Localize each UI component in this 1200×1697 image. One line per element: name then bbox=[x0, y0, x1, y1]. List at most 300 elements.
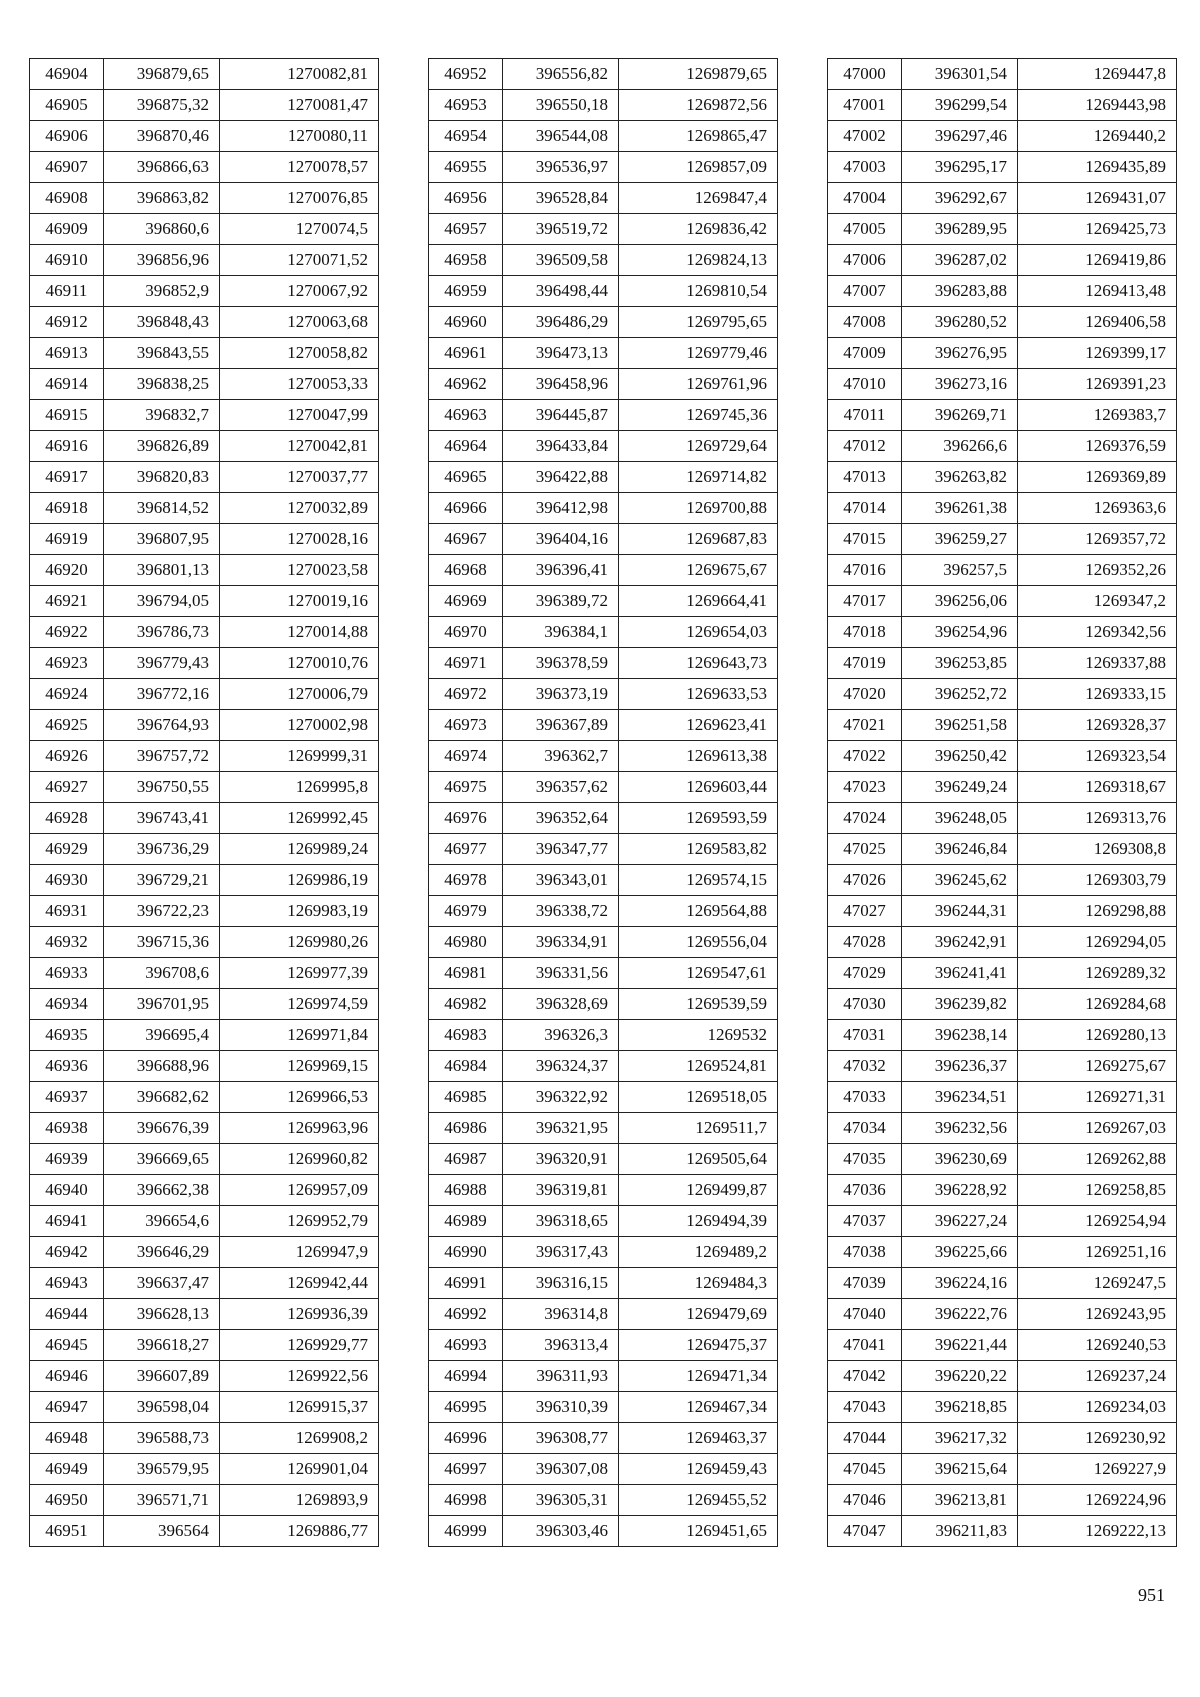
x-coordinate-cell: 396297,46 bbox=[902, 121, 1018, 152]
point-id-cell: 46971 bbox=[429, 648, 503, 679]
x-coordinate-cell: 396498,44 bbox=[503, 276, 619, 307]
point-id-cell: 46958 bbox=[429, 245, 503, 276]
y-coordinate-cell: 1269664,41 bbox=[619, 586, 778, 617]
y-coordinate-cell: 1269687,83 bbox=[619, 524, 778, 555]
x-coordinate-cell: 396283,88 bbox=[902, 276, 1018, 307]
table-row bbox=[30, 648, 379, 679]
point-id-cell: 47009 bbox=[828, 338, 902, 369]
y-coordinate-cell: 1269308,8 bbox=[1018, 834, 1177, 865]
point-id-cell: 46954 bbox=[429, 121, 503, 152]
point-id-cell: 47044 bbox=[828, 1423, 902, 1454]
table-row bbox=[30, 307, 379, 338]
coordinate-table-1 bbox=[29, 58, 379, 1547]
x-coordinate-cell: 396832,7 bbox=[104, 400, 220, 431]
x-coordinate-cell: 396280,52 bbox=[902, 307, 1018, 338]
y-coordinate-cell: 1270006,79 bbox=[220, 679, 379, 710]
point-id-cell: 47001 bbox=[828, 90, 902, 121]
table-row bbox=[30, 338, 379, 369]
y-coordinate-cell: 1270053,33 bbox=[220, 369, 379, 400]
y-coordinate-cell: 1270071,52 bbox=[220, 245, 379, 276]
point-id-cell: 46977 bbox=[429, 834, 503, 865]
x-coordinate-cell: 396682,62 bbox=[104, 1082, 220, 1113]
table-row bbox=[828, 927, 1177, 958]
x-coordinate-cell: 396848,43 bbox=[104, 307, 220, 338]
y-coordinate-cell: 1269313,76 bbox=[1018, 803, 1177, 834]
table-row bbox=[429, 493, 778, 524]
point-id-cell: 46921 bbox=[30, 586, 104, 617]
table-row bbox=[828, 617, 1177, 648]
x-coordinate-cell: 396311,93 bbox=[503, 1361, 619, 1392]
y-coordinate-cell: 1269879,65 bbox=[619, 59, 778, 90]
point-id-cell: 46931 bbox=[30, 896, 104, 927]
point-id-cell: 47020 bbox=[828, 679, 902, 710]
x-coordinate-cell: 396378,59 bbox=[503, 648, 619, 679]
point-id-cell: 47039 bbox=[828, 1268, 902, 1299]
y-coordinate-cell: 1269847,4 bbox=[619, 183, 778, 214]
x-coordinate-cell: 396794,05 bbox=[104, 586, 220, 617]
point-id-cell: 47031 bbox=[828, 1020, 902, 1051]
x-coordinate-cell: 396736,29 bbox=[104, 834, 220, 865]
point-id-cell: 47026 bbox=[828, 865, 902, 896]
x-coordinate-cell: 396266,6 bbox=[902, 431, 1018, 462]
y-coordinate-cell: 1269675,67 bbox=[619, 555, 778, 586]
table-row bbox=[30, 1175, 379, 1206]
y-coordinate-cell: 1269237,24 bbox=[1018, 1361, 1177, 1392]
table-row bbox=[429, 1082, 778, 1113]
point-id-cell: 46972 bbox=[429, 679, 503, 710]
table-row bbox=[30, 617, 379, 648]
y-coordinate-cell: 1269298,88 bbox=[1018, 896, 1177, 927]
x-coordinate-cell: 396242,91 bbox=[902, 927, 1018, 958]
table-row bbox=[429, 989, 778, 1020]
y-coordinate-cell: 1269872,56 bbox=[619, 90, 778, 121]
x-coordinate-cell: 396807,95 bbox=[104, 524, 220, 555]
table-row bbox=[828, 989, 1177, 1020]
point-id-cell: 46922 bbox=[30, 617, 104, 648]
point-id-cell: 46914 bbox=[30, 369, 104, 400]
x-coordinate-cell: 396318,65 bbox=[503, 1206, 619, 1237]
x-coordinate-cell: 396357,62 bbox=[503, 772, 619, 803]
y-coordinate-cell: 1269966,53 bbox=[220, 1082, 379, 1113]
x-coordinate-cell: 396750,55 bbox=[104, 772, 220, 803]
y-coordinate-cell: 1269574,15 bbox=[619, 865, 778, 896]
y-coordinate-cell: 1269824,13 bbox=[619, 245, 778, 276]
point-id-cell: 46930 bbox=[30, 865, 104, 896]
point-id-cell: 46936 bbox=[30, 1051, 104, 1082]
x-coordinate-cell: 396338,72 bbox=[503, 896, 619, 927]
x-coordinate-cell: 396856,96 bbox=[104, 245, 220, 276]
table-row bbox=[429, 741, 778, 772]
point-id-cell: 47006 bbox=[828, 245, 902, 276]
point-id-cell: 46935 bbox=[30, 1020, 104, 1051]
y-coordinate-cell: 1269729,64 bbox=[619, 431, 778, 462]
y-coordinate-cell: 1269234,03 bbox=[1018, 1392, 1177, 1423]
y-coordinate-cell: 1269518,05 bbox=[619, 1082, 778, 1113]
table-row bbox=[30, 927, 379, 958]
point-id-cell: 46961 bbox=[429, 338, 503, 369]
x-coordinate-cell: 396571,71 bbox=[104, 1485, 220, 1516]
point-id-cell: 46937 bbox=[30, 1082, 104, 1113]
table-row bbox=[30, 1516, 379, 1547]
point-id-cell: 47018 bbox=[828, 617, 902, 648]
y-coordinate-cell: 1269363,6 bbox=[1018, 493, 1177, 524]
y-coordinate-cell: 1270019,16 bbox=[220, 586, 379, 617]
y-coordinate-cell: 1269376,59 bbox=[1018, 431, 1177, 462]
y-coordinate-cell: 1269440,2 bbox=[1018, 121, 1177, 152]
y-coordinate-cell: 1269455,52 bbox=[619, 1485, 778, 1516]
y-coordinate-cell: 1269494,39 bbox=[619, 1206, 778, 1237]
x-coordinate-cell: 396251,58 bbox=[902, 710, 1018, 741]
y-coordinate-cell: 1269633,53 bbox=[619, 679, 778, 710]
x-coordinate-cell: 396556,82 bbox=[503, 59, 619, 90]
x-coordinate-cell: 396215,64 bbox=[902, 1454, 1018, 1485]
point-id-cell: 46932 bbox=[30, 927, 104, 958]
table-row bbox=[429, 710, 778, 741]
table-row bbox=[30, 586, 379, 617]
y-coordinate-cell: 1269810,54 bbox=[619, 276, 778, 307]
x-coordinate-cell: 396838,25 bbox=[104, 369, 220, 400]
table-row bbox=[828, 1516, 1177, 1547]
y-coordinate-cell: 1269915,37 bbox=[220, 1392, 379, 1423]
point-id-cell: 47028 bbox=[828, 927, 902, 958]
x-coordinate-cell: 396607,89 bbox=[104, 1361, 220, 1392]
y-coordinate-cell: 1269983,19 bbox=[220, 896, 379, 927]
point-id-cell: 46976 bbox=[429, 803, 503, 834]
y-coordinate-cell: 1269251,16 bbox=[1018, 1237, 1177, 1268]
y-coordinate-cell: 1269342,56 bbox=[1018, 617, 1177, 648]
x-coordinate-cell: 396292,67 bbox=[902, 183, 1018, 214]
x-coordinate-cell: 396779,43 bbox=[104, 648, 220, 679]
table-row bbox=[429, 90, 778, 121]
table-row bbox=[30, 989, 379, 1020]
y-coordinate-cell: 1269957,09 bbox=[220, 1175, 379, 1206]
table-row bbox=[30, 1392, 379, 1423]
y-coordinate-cell: 1270042,81 bbox=[220, 431, 379, 462]
table-row bbox=[30, 245, 379, 276]
x-coordinate-cell: 396253,85 bbox=[902, 648, 1018, 679]
x-coordinate-cell: 396224,16 bbox=[902, 1268, 1018, 1299]
point-id-cell: 46920 bbox=[30, 555, 104, 586]
point-id-cell: 46951 bbox=[30, 1516, 104, 1547]
y-coordinate-cell: 1269977,39 bbox=[220, 958, 379, 989]
point-id-cell: 46988 bbox=[429, 1175, 503, 1206]
x-coordinate-cell: 396519,72 bbox=[503, 214, 619, 245]
table-row bbox=[828, 586, 1177, 617]
point-id-cell: 47024 bbox=[828, 803, 902, 834]
point-id-cell: 47022 bbox=[828, 741, 902, 772]
table-row bbox=[828, 1330, 1177, 1361]
x-coordinate-cell: 396236,37 bbox=[902, 1051, 1018, 1082]
y-coordinate-cell: 1269499,87 bbox=[619, 1175, 778, 1206]
table-row bbox=[30, 59, 379, 90]
x-coordinate-cell: 396701,95 bbox=[104, 989, 220, 1020]
x-coordinate-cell: 396729,21 bbox=[104, 865, 220, 896]
x-coordinate-cell: 396238,14 bbox=[902, 1020, 1018, 1051]
y-coordinate-cell: 1269347,2 bbox=[1018, 586, 1177, 617]
table-row bbox=[429, 586, 778, 617]
point-id-cell: 46993 bbox=[429, 1330, 503, 1361]
x-coordinate-cell: 396879,65 bbox=[104, 59, 220, 90]
table-row bbox=[828, 896, 1177, 927]
table-row bbox=[828, 958, 1177, 989]
table-row bbox=[429, 59, 778, 90]
coordinate-table-3 bbox=[827, 58, 1177, 1547]
table-row bbox=[429, 524, 778, 555]
point-id-cell: 46929 bbox=[30, 834, 104, 865]
y-coordinate-cell: 1269337,88 bbox=[1018, 648, 1177, 679]
table-row bbox=[429, 1392, 778, 1423]
point-id-cell: 46927 bbox=[30, 772, 104, 803]
table-row bbox=[429, 1175, 778, 1206]
y-coordinate-cell: 1269539,59 bbox=[619, 989, 778, 1020]
table-row bbox=[30, 121, 379, 152]
y-coordinate-cell: 1269391,23 bbox=[1018, 369, 1177, 400]
table-row bbox=[828, 741, 1177, 772]
table-row bbox=[828, 1299, 1177, 1330]
x-coordinate-cell: 396757,72 bbox=[104, 741, 220, 772]
table-row bbox=[30, 741, 379, 772]
x-coordinate-cell: 396307,08 bbox=[503, 1454, 619, 1485]
point-id-cell: 47042 bbox=[828, 1361, 902, 1392]
point-id-cell: 47008 bbox=[828, 307, 902, 338]
table-row bbox=[429, 307, 778, 338]
x-coordinate-cell: 396227,24 bbox=[902, 1206, 1018, 1237]
table-row bbox=[828, 214, 1177, 245]
point-id-cell: 47021 bbox=[828, 710, 902, 741]
point-id-cell: 46968 bbox=[429, 555, 503, 586]
point-id-cell: 47014 bbox=[828, 493, 902, 524]
table-row bbox=[30, 1299, 379, 1330]
y-coordinate-cell: 1269399,17 bbox=[1018, 338, 1177, 369]
table-row bbox=[30, 1268, 379, 1299]
x-coordinate-cell: 396259,27 bbox=[902, 524, 1018, 555]
x-coordinate-cell: 396310,39 bbox=[503, 1392, 619, 1423]
x-coordinate-cell: 396579,95 bbox=[104, 1454, 220, 1485]
y-coordinate-cell: 1269623,41 bbox=[619, 710, 778, 741]
x-coordinate-cell: 396289,95 bbox=[902, 214, 1018, 245]
table-row bbox=[30, 1144, 379, 1175]
y-coordinate-cell: 1269532 bbox=[619, 1020, 778, 1051]
y-coordinate-cell: 1270081,47 bbox=[220, 90, 379, 121]
table-row bbox=[828, 524, 1177, 555]
table-row bbox=[30, 431, 379, 462]
point-id-cell: 46923 bbox=[30, 648, 104, 679]
y-coordinate-cell: 1269992,45 bbox=[220, 803, 379, 834]
point-id-cell: 46980 bbox=[429, 927, 503, 958]
table-row bbox=[30, 896, 379, 927]
table-row bbox=[828, 1268, 1177, 1299]
y-coordinate-cell: 1269271,31 bbox=[1018, 1082, 1177, 1113]
table-row bbox=[828, 276, 1177, 307]
x-coordinate-cell: 396263,82 bbox=[902, 462, 1018, 493]
y-coordinate-cell: 1270078,57 bbox=[220, 152, 379, 183]
point-id-cell: 47043 bbox=[828, 1392, 902, 1423]
table-row bbox=[429, 865, 778, 896]
point-id-cell: 47010 bbox=[828, 369, 902, 400]
x-coordinate-cell: 396536,97 bbox=[503, 152, 619, 183]
table-row bbox=[828, 400, 1177, 431]
point-id-cell: 46991 bbox=[429, 1268, 503, 1299]
y-coordinate-cell: 1269969,15 bbox=[220, 1051, 379, 1082]
point-id-cell: 47047 bbox=[828, 1516, 902, 1547]
point-id-cell: 46975 bbox=[429, 772, 503, 803]
y-coordinate-cell: 1269475,37 bbox=[619, 1330, 778, 1361]
x-coordinate-cell: 396225,66 bbox=[902, 1237, 1018, 1268]
point-id-cell: 46934 bbox=[30, 989, 104, 1020]
point-id-cell: 46919 bbox=[30, 524, 104, 555]
table-row bbox=[429, 1454, 778, 1485]
x-coordinate-cell: 396860,6 bbox=[104, 214, 220, 245]
table-row bbox=[828, 555, 1177, 586]
point-id-cell: 46908 bbox=[30, 183, 104, 214]
table-row bbox=[429, 1144, 778, 1175]
y-coordinate-cell: 1269952,79 bbox=[220, 1206, 379, 1237]
point-id-cell: 47040 bbox=[828, 1299, 902, 1330]
coordinate-table-2 bbox=[428, 58, 778, 1547]
y-coordinate-cell: 1269227,9 bbox=[1018, 1454, 1177, 1485]
y-coordinate-cell: 1269836,42 bbox=[619, 214, 778, 245]
x-coordinate-cell: 396313,4 bbox=[503, 1330, 619, 1361]
point-id-cell: 46957 bbox=[429, 214, 503, 245]
y-coordinate-cell: 1269294,05 bbox=[1018, 927, 1177, 958]
point-id-cell: 46924 bbox=[30, 679, 104, 710]
x-coordinate-cell: 396544,08 bbox=[503, 121, 619, 152]
y-coordinate-cell: 1269463,37 bbox=[619, 1423, 778, 1454]
x-coordinate-cell: 396276,95 bbox=[902, 338, 1018, 369]
y-coordinate-cell: 1269254,94 bbox=[1018, 1206, 1177, 1237]
y-coordinate-cell: 1269779,46 bbox=[619, 338, 778, 369]
point-id-cell: 47019 bbox=[828, 648, 902, 679]
x-coordinate-cell: 396301,54 bbox=[902, 59, 1018, 90]
point-id-cell: 47036 bbox=[828, 1175, 902, 1206]
point-id-cell: 47012 bbox=[828, 431, 902, 462]
y-coordinate-cell: 1269289,32 bbox=[1018, 958, 1177, 989]
x-coordinate-cell: 396870,46 bbox=[104, 121, 220, 152]
point-id-cell: 46946 bbox=[30, 1361, 104, 1392]
x-coordinate-cell: 396257,5 bbox=[902, 555, 1018, 586]
point-id-cell: 46965 bbox=[429, 462, 503, 493]
table-row bbox=[828, 865, 1177, 896]
y-coordinate-cell: 1269999,31 bbox=[220, 741, 379, 772]
y-coordinate-cell: 1269865,47 bbox=[619, 121, 778, 152]
y-coordinate-cell: 1269323,54 bbox=[1018, 741, 1177, 772]
y-coordinate-cell: 1269886,77 bbox=[220, 1516, 379, 1547]
x-coordinate-cell: 396486,29 bbox=[503, 307, 619, 338]
x-coordinate-cell: 396669,65 bbox=[104, 1144, 220, 1175]
table-row bbox=[828, 90, 1177, 121]
point-id-cell: 46907 bbox=[30, 152, 104, 183]
x-coordinate-cell: 396509,58 bbox=[503, 245, 619, 276]
table-row bbox=[30, 679, 379, 710]
x-coordinate-cell: 396743,41 bbox=[104, 803, 220, 834]
point-id-cell: 47005 bbox=[828, 214, 902, 245]
point-id-cell: 46998 bbox=[429, 1485, 503, 1516]
y-coordinate-cell: 1269357,72 bbox=[1018, 524, 1177, 555]
y-coordinate-cell: 1269471,34 bbox=[619, 1361, 778, 1392]
y-coordinate-cell: 1269654,03 bbox=[619, 617, 778, 648]
table-row bbox=[30, 152, 379, 183]
x-coordinate-cell: 396213,81 bbox=[902, 1485, 1018, 1516]
x-coordinate-cell: 396384,1 bbox=[503, 617, 619, 648]
y-coordinate-cell: 1269505,64 bbox=[619, 1144, 778, 1175]
y-coordinate-cell: 1269593,59 bbox=[619, 803, 778, 834]
table-row bbox=[828, 338, 1177, 369]
y-coordinate-cell: 1269318,67 bbox=[1018, 772, 1177, 803]
x-coordinate-cell: 396637,47 bbox=[104, 1268, 220, 1299]
table-row bbox=[828, 307, 1177, 338]
table-row bbox=[30, 1330, 379, 1361]
table-row bbox=[828, 1423, 1177, 1454]
point-id-cell: 46953 bbox=[429, 90, 503, 121]
table-row bbox=[429, 1423, 778, 1454]
y-coordinate-cell: 1270028,16 bbox=[220, 524, 379, 555]
y-coordinate-cell: 1269922,56 bbox=[220, 1361, 379, 1392]
point-id-cell: 46973 bbox=[429, 710, 503, 741]
x-coordinate-cell: 396646,29 bbox=[104, 1237, 220, 1268]
point-id-cell: 46981 bbox=[429, 958, 503, 989]
point-id-cell: 46964 bbox=[429, 431, 503, 462]
point-id-cell: 46992 bbox=[429, 1299, 503, 1330]
point-id-cell: 46944 bbox=[30, 1299, 104, 1330]
table-row bbox=[828, 710, 1177, 741]
table-row bbox=[30, 1206, 379, 1237]
table-row bbox=[429, 772, 778, 803]
point-id-cell: 46955 bbox=[429, 152, 503, 183]
x-coordinate-cell: 396295,17 bbox=[902, 152, 1018, 183]
table-row bbox=[429, 1020, 778, 1051]
table-row bbox=[429, 1113, 778, 1144]
point-id-cell: 46933 bbox=[30, 958, 104, 989]
y-coordinate-cell: 1269995,8 bbox=[220, 772, 379, 803]
y-coordinate-cell: 1269406,58 bbox=[1018, 307, 1177, 338]
y-coordinate-cell: 1270010,76 bbox=[220, 648, 379, 679]
y-coordinate-cell: 1269989,24 bbox=[220, 834, 379, 865]
y-coordinate-cell: 1269795,65 bbox=[619, 307, 778, 338]
point-id-cell: 46990 bbox=[429, 1237, 503, 1268]
point-id-cell: 46999 bbox=[429, 1516, 503, 1547]
point-id-cell: 46987 bbox=[429, 1144, 503, 1175]
y-coordinate-cell: 1270002,98 bbox=[220, 710, 379, 741]
x-coordinate-cell: 396334,91 bbox=[503, 927, 619, 958]
x-coordinate-cell: 396598,04 bbox=[104, 1392, 220, 1423]
table-row bbox=[828, 369, 1177, 400]
y-coordinate-cell: 1269613,38 bbox=[619, 741, 778, 772]
point-id-cell: 47029 bbox=[828, 958, 902, 989]
x-coordinate-cell: 396218,85 bbox=[902, 1392, 1018, 1423]
point-id-cell: 46943 bbox=[30, 1268, 104, 1299]
point-id-cell: 46913 bbox=[30, 338, 104, 369]
y-coordinate-cell: 1269459,43 bbox=[619, 1454, 778, 1485]
y-coordinate-cell: 1269275,67 bbox=[1018, 1051, 1177, 1082]
table-row bbox=[429, 400, 778, 431]
point-id-cell: 47032 bbox=[828, 1051, 902, 1082]
table-row bbox=[30, 369, 379, 400]
x-coordinate-cell: 396228,92 bbox=[902, 1175, 1018, 1206]
y-coordinate-cell: 1269901,04 bbox=[220, 1454, 379, 1485]
point-id-cell: 46911 bbox=[30, 276, 104, 307]
x-coordinate-cell: 396230,69 bbox=[902, 1144, 1018, 1175]
y-coordinate-cell: 1270058,82 bbox=[220, 338, 379, 369]
point-id-cell: 47015 bbox=[828, 524, 902, 555]
table-row bbox=[429, 1485, 778, 1516]
point-id-cell: 47033 bbox=[828, 1082, 902, 1113]
y-coordinate-cell: 1269267,03 bbox=[1018, 1113, 1177, 1144]
table-row bbox=[828, 1485, 1177, 1516]
point-id-cell: 47004 bbox=[828, 183, 902, 214]
x-coordinate-cell: 396352,64 bbox=[503, 803, 619, 834]
x-coordinate-cell: 396287,02 bbox=[902, 245, 1018, 276]
x-coordinate-cell: 396367,89 bbox=[503, 710, 619, 741]
